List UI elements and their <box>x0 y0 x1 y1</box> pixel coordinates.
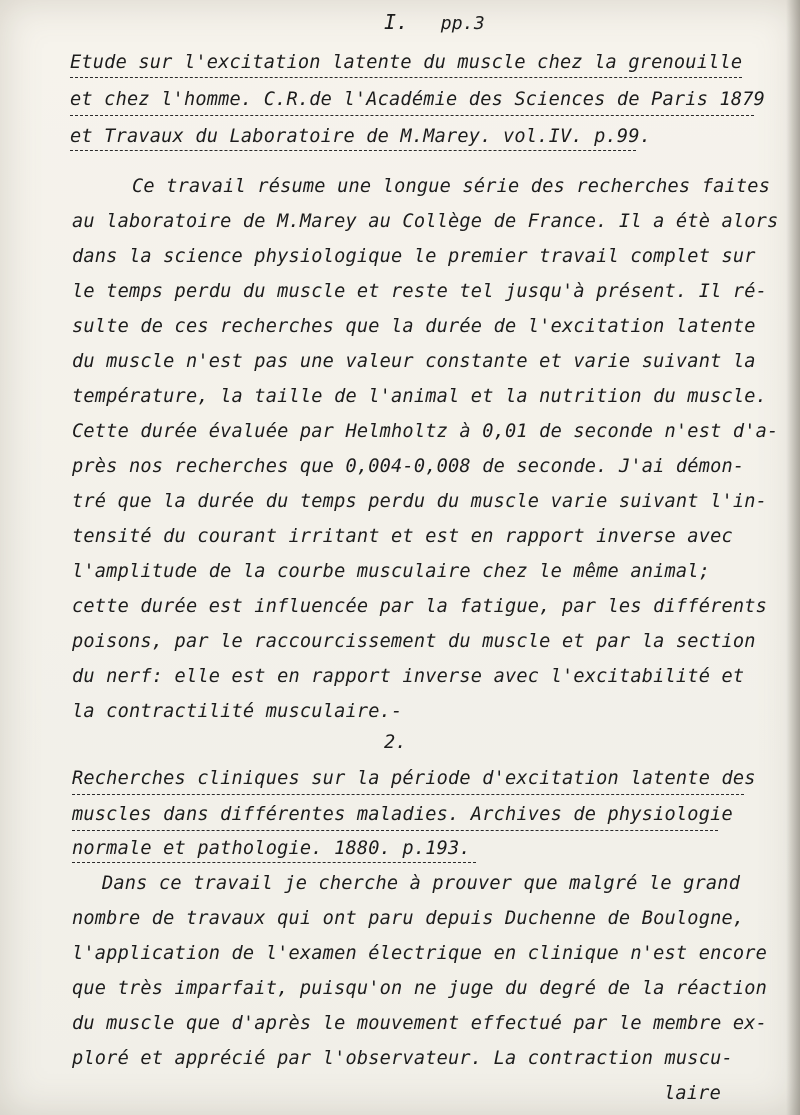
title-underline <box>70 77 742 78</box>
title-underline <box>72 794 744 795</box>
section1-body-line: température, la taille de l'animal et la nutrition du muscle. <box>72 386 768 407</box>
section2-body-line: Dans ce travail je cherche à prouver que malgré le grand <box>102 873 741 894</box>
section1-body-line: poisons, par le raccourcissement du muscle et par la section <box>72 631 756 652</box>
section1-body-line: dans la science physiologique le premier travail complet sur <box>72 246 756 267</box>
section1-title-line-2: et chez l'homme. C.R.de l'Académie des Sciences de Paris 1879 <box>70 89 766 110</box>
section2-title-line-2: muscles dans différentes maladies. Archives de physiologie <box>72 804 733 825</box>
section1-body-line: Ce travail résume une longue série des recherches faites <box>132 176 771 197</box>
section2-title-line-3: normale et pathologie. 1880. p.193. <box>72 838 471 859</box>
header-number: I. <box>384 10 409 34</box>
section2-title-line-1: Recherches cliniques sur la période d'excitation latente des <box>72 768 756 789</box>
section2-number: 2. <box>384 732 407 753</box>
title-underline <box>70 150 636 151</box>
section1-body-line: tré que la durée du temps perdu du muscle varie suivant l'in- <box>72 491 768 512</box>
section2-body-line: l'application de l'examen électrique en clinique n'est encore <box>72 943 768 964</box>
header-page-reference: pp.3 <box>440 13 485 34</box>
section1-body-line: tensité du courant irritant et est en rapport inverse avec <box>72 526 733 547</box>
title-underline <box>70 115 754 116</box>
section1-body-line: du muscle n'est pas une valeur constante et varie suivant la <box>72 351 756 372</box>
section1-body-line: la contractilité musculaire.- <box>72 701 403 722</box>
catchword: laire <box>664 1083 721 1104</box>
section1-body-line: cette durée est influencée par la fatigue, par les différents <box>72 596 768 617</box>
section1-body-line: l'amplitude de la courbe musculaire chez le même animal; <box>72 561 711 582</box>
section1-body-line: le temps perdu du muscle et reste tel jusqu'à présent. Il ré- <box>72 281 768 302</box>
section2-body-line: nombre de travaux qui ont paru depuis Duchenne de Boulogne, <box>72 908 745 929</box>
section2-body-line: ploré et apprécié par l'observateur. La contraction muscu- <box>72 1048 733 1069</box>
section2-body-line: du muscle que d'après le mouvement effectué par le membre ex- <box>72 1013 768 1034</box>
section1-body-line: sulte de ces recherches que la durée de l'excitation latente <box>72 316 756 337</box>
section1-title-line-1: Etude sur l'excitation latente du muscle chez la grenouille <box>70 52 743 73</box>
section1-title-line-3: et Travaux du Laboratoire de M.Marey. vol.IV. p.99. <box>70 126 652 147</box>
title-underline <box>72 830 718 831</box>
section1-body-line: Cette durée évaluée par Helmholtz à 0,01 de seconde n'est d'a- <box>72 421 779 442</box>
section1-body-line: au laboratoire de M.Marey au Collège de France. Il a étè alors <box>72 211 779 232</box>
title-underline <box>72 862 476 863</box>
section2-body-line: que très imparfait, puisqu'on ne juge du degré de la réaction <box>72 978 768 999</box>
section1-body-line: près nos recherches que 0,004-0,008 de seconde. J'ai démon- <box>72 456 745 477</box>
section1-body-line: du nerf: elle est en rapport inverse avec l'excitabilité et <box>72 666 745 687</box>
page-header <box>384 10 485 34</box>
